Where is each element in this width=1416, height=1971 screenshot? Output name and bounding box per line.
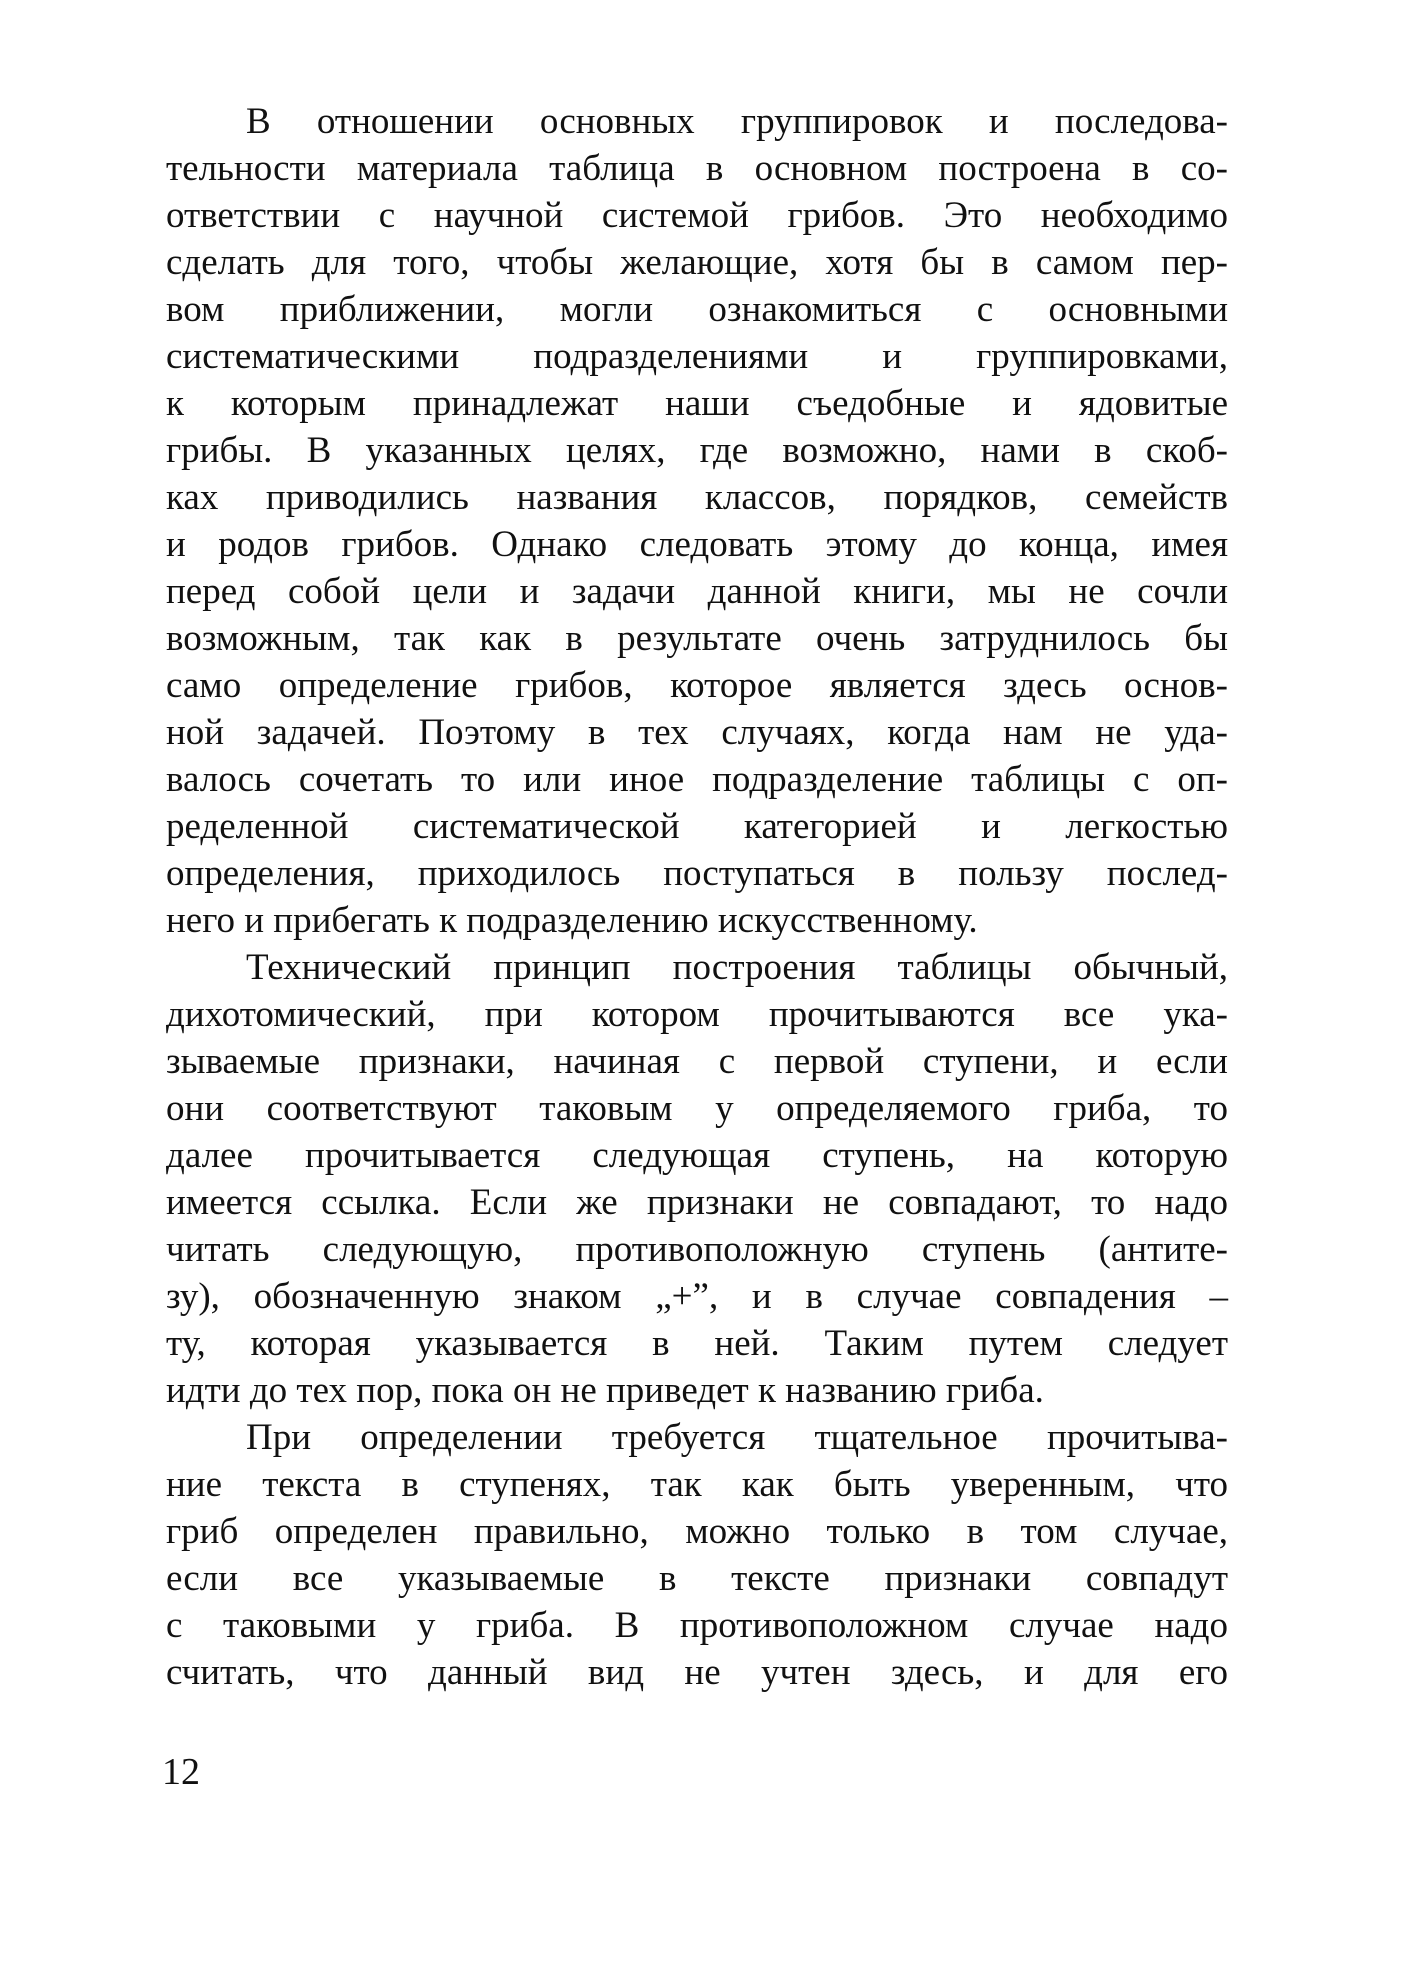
text-line: ту, которая указывается в ней. Таким путем следует: [166, 1323, 1228, 1364]
paragraph-2: [166, 944, 1228, 1414]
text-line: идти до тех пор, пока он не приведет к названию гриба.: [166, 1370, 1044, 1411]
text-line: далее прочитывается следующая ступень, на которую: [166, 1135, 1228, 1176]
text-line: перед собой цели и задачи данной книги, мы не сочли: [166, 571, 1228, 612]
text-line: Технический принцип построения таблицы обычный,: [246, 947, 1228, 988]
text-line: При определении требуется тщательное прочитыва-: [246, 1417, 1228, 1458]
text-line: само определение грибов, которое является здесь основ-: [166, 665, 1228, 706]
text-line: ответствии с научной системой грибов. Это необходимо: [166, 195, 1228, 236]
text-line: зу), обозначенную знаком „+”, и в случае совпадения –: [166, 1276, 1228, 1317]
text-line: с таковыми у гриба. В противоположном случае надо: [166, 1605, 1228, 1646]
text-line: считать, что данный вид не учтен здесь, и для его: [166, 1652, 1228, 1693]
text-line: и родов грибов. Однако следовать этому до конца, имея: [166, 524, 1228, 565]
text-line: зываемые признаки, начиная с первой ступени, и если: [166, 1041, 1228, 1082]
text-line: В отношении основных группировок и последова-: [246, 101, 1228, 142]
text-line: сделать для того, чтобы желающие, хотя бы в самом пер-: [166, 242, 1228, 283]
text-line: имеется ссылка. Если же признаки не совпадают, то надо: [166, 1182, 1228, 1223]
text-line: ределенной систематической категорией и легкостью: [166, 806, 1228, 847]
text-line: вом приближении, могли ознакомиться с основными: [166, 289, 1228, 330]
text-line: они соответствуют таковым у определяемого гриба, то: [166, 1088, 1228, 1129]
text-line: систематическими подразделениями и группировками,: [166, 336, 1228, 377]
text-line: возможным, так как в результате очень затруднилось бы: [166, 618, 1228, 659]
paragraph-1: [166, 98, 1228, 944]
text-line: него и прибегать к подразделению искусственному.: [166, 900, 978, 941]
text-line: грибы. В указанных целях, где возможно, нами в скоб-: [166, 430, 1228, 471]
text-line: если все указываемые в тексте признаки совпадут: [166, 1558, 1228, 1599]
text-line: к которым принадлежат наши съедобные и ядовитые: [166, 383, 1228, 424]
text-line: тельности материала таблица в основном построена в со-: [166, 148, 1228, 189]
text-line: ках приводились названия классов, порядков, семейств: [166, 477, 1228, 518]
text-line: ной задачей. Поэтому в тех случаях, когда нам не уда-: [166, 712, 1228, 753]
text-line: ние текста в ступенях, так как быть уверенным, что: [166, 1464, 1228, 1505]
page-number: 12: [162, 1751, 200, 1793]
text-line: определения, приходилось поступаться в пользу послед-: [166, 853, 1228, 894]
text-line: гриб определен правильно, можно только в том случае,: [166, 1511, 1228, 1552]
body-text: [166, 98, 1228, 1696]
text-line: читать следующую, противоположную ступень (антите-: [166, 1229, 1228, 1270]
text-line: валось сочетать то или иное подразделение таблицы с оп-: [166, 759, 1228, 800]
text-line: дихотомический, при котором прочитываются все ука-: [166, 994, 1228, 1035]
paragraph-3: [166, 1414, 1228, 1696]
